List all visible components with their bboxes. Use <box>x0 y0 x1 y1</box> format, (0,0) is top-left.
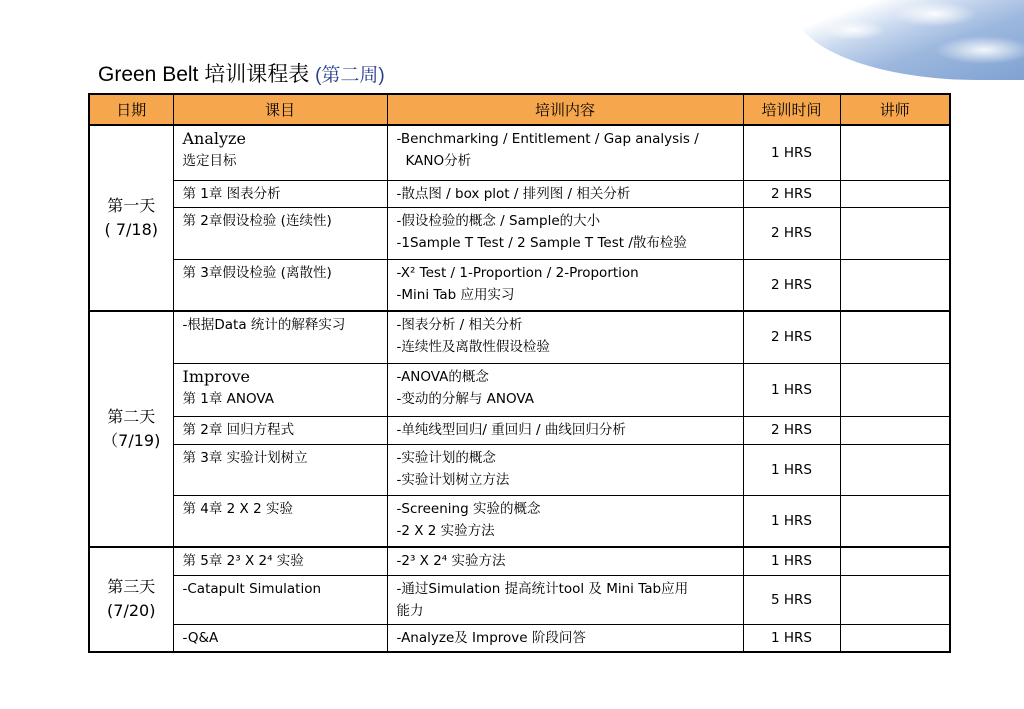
day-date: （7/19) <box>102 431 161 450</box>
content-text: 能力 <box>396 602 424 619</box>
subject-cell: 第 2章 回归方程式 <box>173 416 387 444</box>
subject-cell: -Q&A <box>173 624 387 652</box>
day-label: 第二天 <box>107 407 156 426</box>
hours-cell: 1 HRS <box>743 363 840 416</box>
content-cell <box>387 207 743 259</box>
day-label: 第三天 <box>107 577 156 597</box>
header-content: 培训内容 <box>387 94 743 125</box>
day-date: (7/20) <box>107 601 156 621</box>
subject-cell: 第 5章 2³ X 2⁴ 实验 <box>173 547 387 575</box>
hours-cell: 2 HRS <box>743 180 840 207</box>
instructor-cell <box>840 416 950 444</box>
content-text: -实验计划的概念 <box>396 449 496 466</box>
table-row <box>89 575 950 624</box>
content-text: -变动的分解与 ANOVA <box>396 390 534 407</box>
content-text: -2 X 2 实验方法 <box>396 522 495 539</box>
table-row <box>89 180 950 207</box>
title-week: (第二周) <box>315 65 385 86</box>
hours-cell: 1 HRS <box>743 547 840 575</box>
hours-cell: 2 HRS <box>743 416 840 444</box>
subject-cell: -Catapult Simulation <box>173 575 387 624</box>
content-text: -1Sample T Test / 2 Sample T Test /散布检验 <box>396 234 687 251</box>
content-cell: -2³ X 2⁴ 实验方法 <box>387 547 743 575</box>
day-cell <box>89 547 173 652</box>
instructor-cell <box>840 575 950 624</box>
table-row <box>89 547 950 575</box>
day-cell <box>89 311 173 547</box>
instructor-cell <box>840 125 950 180</box>
content-text: -假设检验的概念 / Sample的大小 <box>396 212 601 229</box>
hours-cell: 1 HRS <box>743 125 840 180</box>
table-row <box>89 311 950 363</box>
table-row <box>89 125 950 180</box>
subject-cell: 第 1章 图表分析 <box>173 180 387 207</box>
content-text: -X² Test / 1-Proportion / 2-Proportion <box>396 264 639 281</box>
instructor-cell <box>840 624 950 652</box>
sky-cloud-decoration <box>794 0 1024 80</box>
table-row <box>89 363 950 416</box>
header-row <box>89 94 950 125</box>
content-cell <box>387 125 743 180</box>
schedule-table <box>88 93 951 653</box>
hours-cell: 1 HRS <box>743 624 840 652</box>
table-row <box>89 444 950 495</box>
subject-phase: Analyze <box>182 129 246 148</box>
content-cell <box>387 363 743 416</box>
content-cell <box>387 495 743 547</box>
content-text: -Benchmarking / Entitlement / Gap analysis / <box>396 131 699 147</box>
day-label: 第一天 <box>107 196 156 215</box>
hours-cell: 2 HRS <box>743 311 840 363</box>
subject-phase: Improve <box>182 366 251 386</box>
hours-cell: 1 HRS <box>743 444 840 495</box>
day-date: ( 7/18) <box>104 220 158 239</box>
subject-text: 选定目标 <box>182 153 237 169</box>
content-text: -图表分析 / 相关分析 <box>396 317 523 333</box>
hours-cell: 2 HRS <box>743 207 840 259</box>
hours-cell: 1 HRS <box>743 495 840 547</box>
content-cell: -Analyze及 Improve 阶段问答 <box>387 624 743 652</box>
instructor-cell <box>840 495 950 547</box>
title-main: Green Belt 培训课程表 <box>98 63 316 86</box>
content-cell: -散点图 / box plot / 排列图 / 相关分析 <box>387 180 743 207</box>
page-title <box>98 58 385 88</box>
instructor-cell <box>840 444 950 495</box>
content-text: -Screening 实验的概念 <box>396 500 541 517</box>
hours-cell: 5 HRS <box>743 575 840 624</box>
content-cell <box>387 444 743 495</box>
content-text: KANO分析 <box>405 153 472 169</box>
instructor-cell <box>840 259 950 311</box>
subject-cell <box>173 363 387 416</box>
subject-cell: -根据Data 统计的解释实习 <box>173 311 387 363</box>
content-cell: -单纯线型回归/ 重回归 / 曲线回归分析 <box>387 416 743 444</box>
header-hours: 培训时间 <box>743 94 840 125</box>
content-text: -通过Simulation 提高统计tool 及 Mini Tab应用 <box>396 580 689 597</box>
table-row <box>89 495 950 547</box>
table-row <box>89 259 950 311</box>
table-row <box>89 207 950 259</box>
table-row <box>89 416 950 444</box>
subject-cell: 第 2章假设检验 (连续性) <box>173 207 387 259</box>
content-cell <box>387 575 743 624</box>
content-text: -Mini Tab 应用实习 <box>396 286 515 303</box>
subject-text: 第 1章 ANOVA <box>182 390 275 407</box>
content-cell <box>387 311 743 363</box>
instructor-cell <box>840 180 950 207</box>
table-row <box>89 624 950 652</box>
subject-cell: 第 3章假设检验 (离散性) <box>173 259 387 311</box>
content-text: -连续性及离散性假设检验 <box>396 339 550 355</box>
subject-cell: 第 3章 实验计划树立 <box>173 444 387 495</box>
content-text: -ANOVA的概念 <box>396 368 489 385</box>
instructor-cell <box>840 547 950 575</box>
content-cell <box>387 259 743 311</box>
instructor-cell <box>840 311 950 363</box>
header-date: 日期 <box>89 94 173 125</box>
instructor-cell <box>840 363 950 416</box>
header-instructor: 讲师 <box>840 94 950 125</box>
hours-cell: 2 HRS <box>743 259 840 311</box>
day-cell <box>89 125 173 311</box>
header-subject: 课目 <box>173 94 387 125</box>
content-text: -实验计划树立方法 <box>396 471 510 488</box>
subject-cell <box>173 125 387 180</box>
instructor-cell <box>840 207 950 259</box>
subject-cell: 第 4章 2 X 2 实验 <box>173 495 387 547</box>
